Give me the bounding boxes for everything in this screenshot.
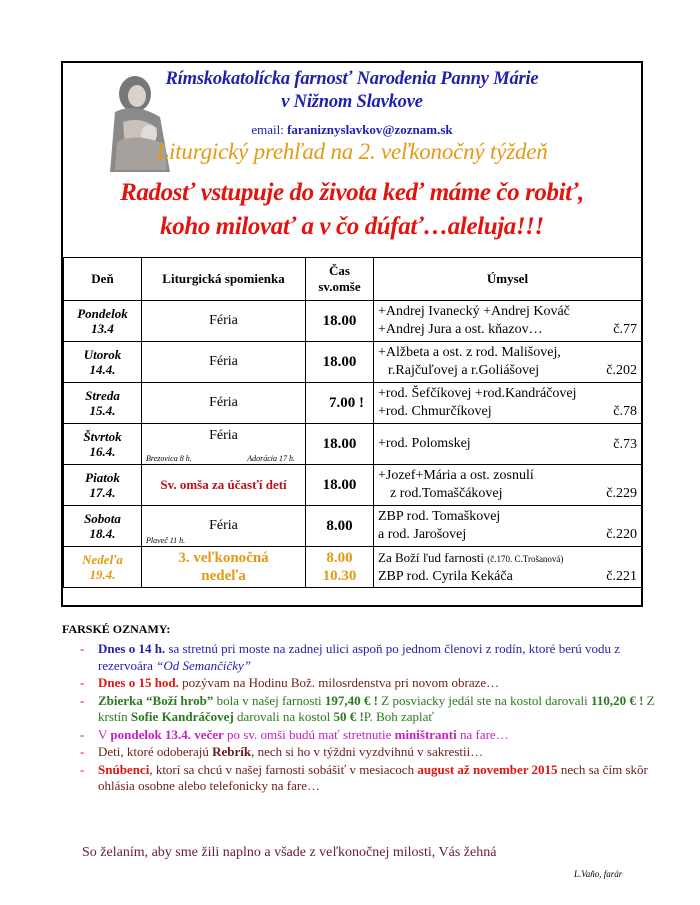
day-date: 18.4. [89,526,116,541]
note-left: Plaveč 11 h. [146,536,186,545]
table-row [64,424,642,465]
table-row [64,342,642,383]
time-cell: 8.00 [306,506,374,547]
day-name: Sobota [84,511,121,526]
note-left: Brezovica 8 h. [146,454,192,463]
list-item: - Dnes o 15 hod. pozývam na Hodinu Bož. milosrdenstva pri novom obraze… [80,675,500,690]
header [63,63,641,257]
header-spomienka: Liturgická spomienka [142,258,306,301]
note-right: Adorácia 17 h. [247,454,295,463]
schedule-table [63,257,642,588]
day-date: 19.4. [89,567,116,582]
intention-number: č.78 [613,404,637,419]
time-1: 8.00 [326,550,353,566]
intention-line1: +Alžbeta a ost. z rod. Mališovej, [378,345,561,360]
spomienka-text: Féria [209,428,238,443]
list-item: - Zbierka “Boží hrob” bola v našej farnosti 197,40 € ! Z posviacky jedál ste na kostol darovali 110,20 € ! Z krstín Sofie Kandráčovej darovali na kostol 50 € !P. Boh zaplať [80,692,655,724]
intention-line1: ZBP rod. Tomaškovej [378,509,501,524]
notice-text: , nech si ho v týždni vyzdvihnú v sakrestii… [251,744,484,759]
notice-pre: V [98,726,111,742]
spomienka-cell [142,424,306,465]
intention-line2: z rod.Tomaščákovej [390,486,503,501]
table-row [64,465,642,506]
day-date: 13.4 [91,321,114,336]
notice-bold: pondelok 13.4. večer [110,726,224,742]
spomienka-line1: 3. veľkonočná [178,550,269,566]
parish-name-line2: v Nižnom Slavkove [281,92,423,112]
intention-line1: +rod. Polomskej [378,436,471,451]
notice-text: bola v našej farnosti [213,692,325,708]
intention-number: č.220 [606,527,637,542]
day-date: 15.4. [89,403,116,418]
notice-text: sa stretnú pri moste na zadnej ulici aspoň po jednom členovi z rodín, ktoré berú vodu z rezervoára [98,641,621,673]
notice-text: po sv. omši budú mať stretnutie [223,726,395,742]
list-item: - Deti, ktoré odoberajú Rebrík, nech si ho v týždni vyzdvihnú v sakrestii… [80,744,484,759]
intention-cell [374,547,642,588]
intention-number: č.73 [613,437,637,452]
time-cell: 18.00 [306,342,374,383]
notice-amount3: 50 € ! [333,709,364,724]
list-item: - V pondelok 13.4. večer po sv. omši budú mať stretnutie miništranti na fare… [80,726,509,742]
day-cell [64,506,142,547]
notice-text2: Z posviacky jedál ste na kostol darovali [378,692,592,708]
spomienka-text: Féria [209,518,238,533]
intention-cell [374,383,642,424]
notice-bold: Rebrík [212,744,252,759]
intention-line2: +rod. Chmurčíkovej [378,404,492,419]
day-name: Štvrtok [83,429,122,444]
header-cas [306,258,374,301]
notice-bold2: miništranti [394,726,457,742]
intention-line1: Za Boží ľud farnosti [378,549,485,565]
day-cell [64,301,142,342]
motto-line2: koho milovať a v čo dúfať…aleluja!!! [160,213,544,240]
list-item: - Snúbenci, ktorí sa chcú v našej farnosti sobášiť v mesiacoch august až november 2015 nech sa čím skôr ohlásia osobne alebo telefonicky na fare… [80,761,648,793]
time-cell: 18.00 [306,301,374,342]
day-cell [64,383,142,424]
day-date: 14.4. [89,362,116,377]
notice-text2: nech sa čím skôr ohlásia osobne alebo telefonicky na fare… [98,761,648,793]
intention-number: č.221 [606,568,637,584]
intention-cell [374,301,642,342]
notice-quote: “Boží hrob” [146,692,214,708]
intention-number: č.77 [613,322,637,337]
header-cas-line1: Čas [329,263,350,278]
day-cell [64,424,142,465]
day-date: 16.4. [89,444,116,459]
motto-line1: Radosť vstupuje do života keď máme čo robiť, [120,179,584,206]
intention-line2: ZBP rod. Cyrila Kekáča [378,568,513,584]
notice-text2: na fare… [456,726,509,742]
day-cell [64,342,142,383]
intention-line2: a rod. Jarošovej [378,527,467,542]
schedule-frame [61,61,643,607]
spomienka-cell [142,547,306,588]
time-2: 10.30 [322,568,357,584]
liturgical-title: Liturgický prehľad na 2. veľkonočný týždeň [156,139,548,164]
list-item: - Dnes o 14 h. sa stretnú pri moste na zadnej ulici aspoň po jednom členovi z rodín, ktoré berú vodu z rezervoára “Od Semančičky” [80,641,621,673]
intention-line1: +Jozef+Mária a ost. zosnulí [378,468,534,483]
time-cell: 18.00 [306,424,374,465]
notice-bold: Zbierka [98,692,143,708]
notices-title: FARSKÉ OZNAMY: [62,622,171,636]
table-row [64,383,642,424]
notice-text: pozývam na Hodinu Bož. milosrdenstva pri novom obraze… [178,675,500,690]
notice-bold: Dnes o 15 hod. [98,675,179,690]
intention-line2: r.Rajčuľovej a r.Goliášovej [388,363,540,378]
intention-line1-note: (č.170. C.Trošanová) [487,553,564,564]
table-header-row [64,258,642,301]
closing-text: So želaním, aby sme žili naplno a všade z veľkonočnej milosti, Vás žehná [82,845,497,860]
parish-name-line1: Rímskokatolícka farnosť Narodenia Panny Márie [165,69,539,89]
intention-cell [374,465,642,506]
header-den: Deň [64,258,142,301]
spomienka-cell [142,506,306,547]
notice-bold: Dnes o 14 h. [98,641,166,656]
intention-cell [374,424,642,465]
day-date: 17.4. [89,485,116,500]
intention-number: č.202 [606,363,637,378]
table-row [64,301,642,342]
intention-line1: +Andrej Ivanecký +Andrej Kováč [378,304,570,319]
spomienka-cell: Sv. omša za účasťí detí [142,465,306,506]
day-cell [64,547,142,588]
notice-amount2: 110,20 € ! [591,692,644,708]
spomienka-cell: Féria [142,383,306,424]
notice-bold: Snúbenci [98,761,150,777]
notice-text3: Z krstín [98,692,655,724]
intention-number: č.229 [606,486,637,501]
day-name: Streda [85,388,120,403]
time-cell [306,547,374,588]
notices-list [62,641,662,796]
table-row [64,506,642,547]
spomienka-cell: Féria [142,342,306,383]
time-cell: 7.00 ! [306,383,374,424]
day-name: Nedeľa [82,552,123,567]
day-name: Utorok [83,347,122,362]
header-umysel: Úmysel [374,258,642,301]
notice-text: , ktorí sa chcú v našej farnosti sobášiť v mesiacoch [149,761,418,777]
notice-name: Sofie Kandráčovej [130,709,234,724]
email-address[interactable]: faraniznyslavkov@zoznam.sk [287,122,453,137]
day-cell [64,465,142,506]
notice-amount: 197,40 € ! [324,692,379,708]
signature: L.Vaňo, farár [574,869,623,879]
table-row [64,547,642,588]
notice-bold2: august až november 2015 [417,761,558,777]
intention-cell [374,506,642,547]
email-line [63,122,641,138]
notice-italic: “Od Semančičky” [156,657,252,673]
spomienka-line2: nedeľa [201,568,246,584]
email-label: email: [251,122,284,137]
day-name: Pondelok [77,306,128,321]
notice-text5: P. Boh zaplať [363,709,434,724]
day-name: Piatok [85,470,120,485]
header-cas-line2: sv.omše [318,279,361,294]
intention-line1: +rod. Šefčíkovej +rod.Kandráčovej [378,386,577,401]
notice-pre: Deti, ktoré odoberajú [98,744,213,759]
intention-cell [374,342,642,383]
intention-line2: +Andrej Jura a ost. kňazov… [378,322,543,337]
time-cell: 18.00 [306,465,374,506]
notice-text4: darovali na kostol [233,709,334,724]
spomienka-cell: Féria [142,301,306,342]
